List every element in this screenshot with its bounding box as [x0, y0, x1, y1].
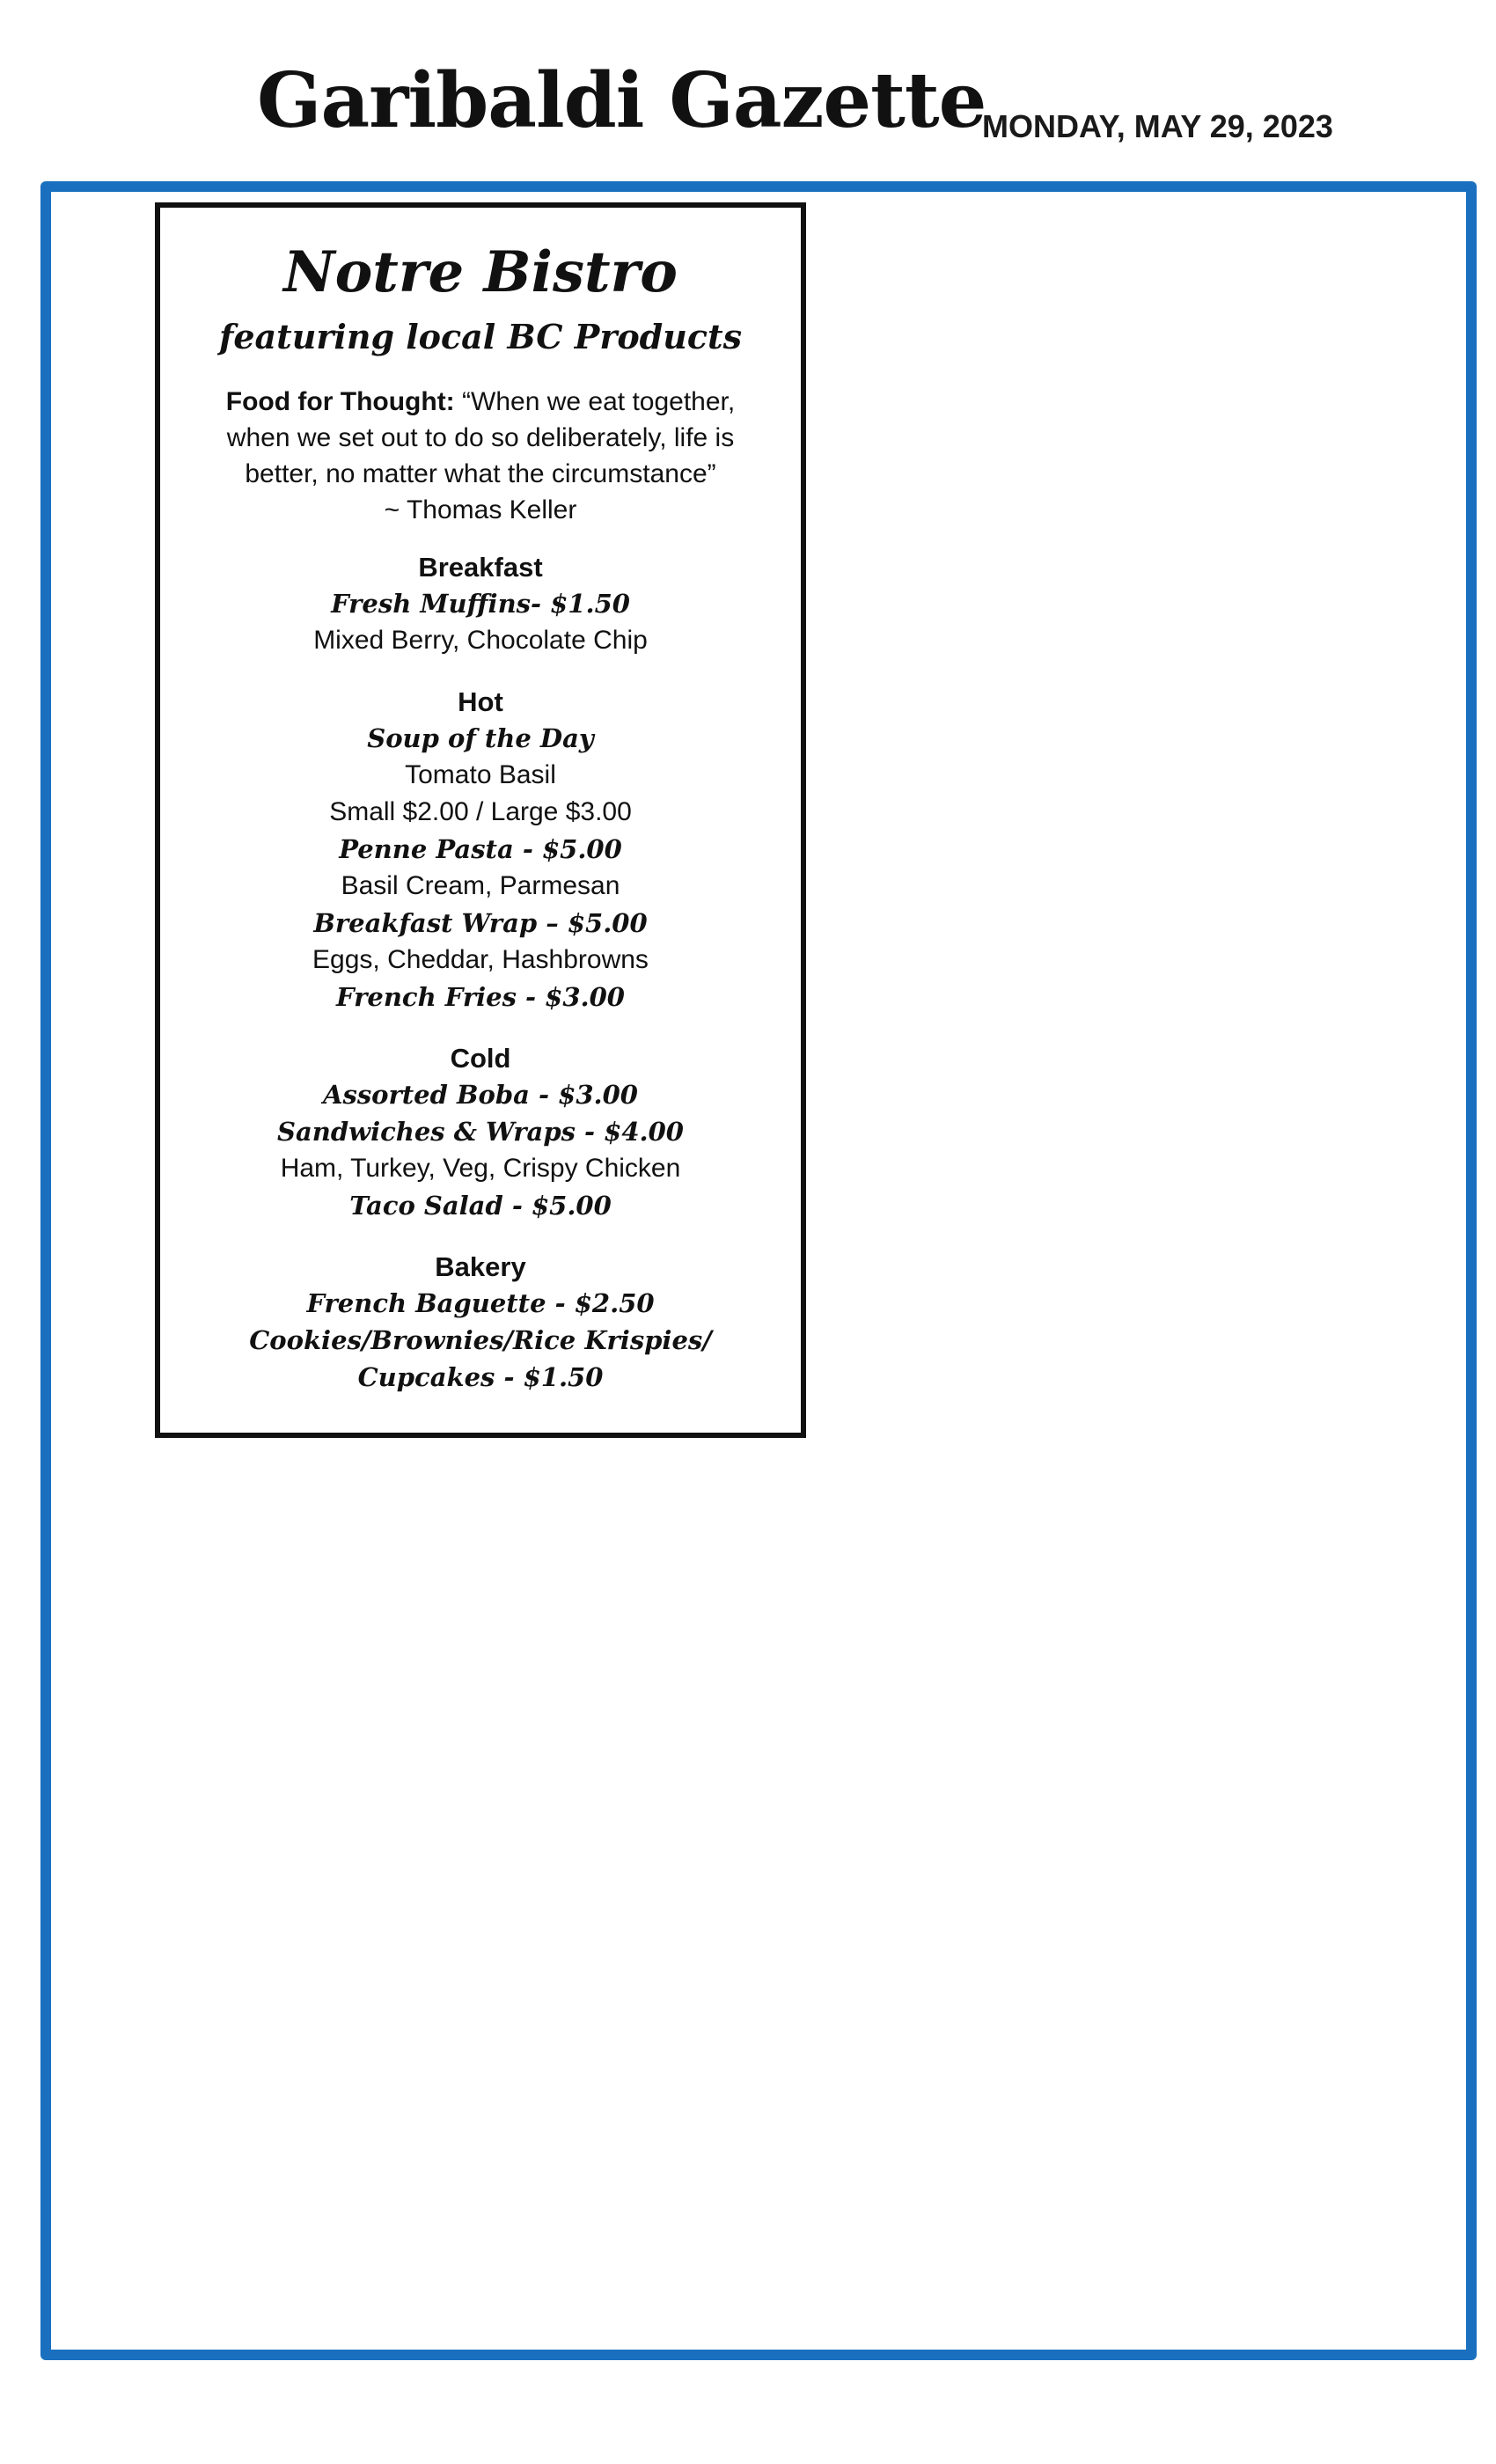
- quote-line-2: when we set out to do so deliberately, life is: [226, 423, 735, 452]
- quote-attribution: ~ Thomas Keller: [384, 495, 577, 524]
- menu-section-hot: [160, 684, 801, 1016]
- menu-content: [160, 239, 801, 1420]
- section-heading: Hot: [458, 686, 503, 717]
- menu-item-price-sizes: Small $2.00 / Large $3.00: [329, 797, 632, 826]
- menu-box: [155, 202, 806, 1438]
- menu-item-name: Assorted Boba - $3.00: [323, 1080, 638, 1110]
- menu-section-bakery: [160, 1249, 801, 1396]
- menu-item-name: Soup of the Day: [367, 723, 594, 753]
- section-heading: Cold: [450, 1043, 511, 1074]
- quote-line-1: [180, 384, 781, 420]
- quote-lead: Food for Thought:: [225, 387, 455, 416]
- newspaper-title: Garibaldi Gazette: [257, 56, 986, 145]
- menu-item-name: French Fries - $3.00: [336, 982, 625, 1012]
- section-heading: Bakery: [435, 1251, 526, 1282]
- menu-item-description: Eggs, Cheddar, Hashbrowns: [312, 945, 649, 974]
- menu-subtitle: featuring local BC Products: [219, 317, 742, 356]
- menu-section-breakfast: [160, 549, 801, 659]
- menu-item-name: Breakfast Wrap – $5.00: [313, 908, 648, 938]
- food-for-thought-quote: [160, 384, 801, 528]
- menu-item-name-continued: Cupcakes - $1.50: [357, 1362, 604, 1392]
- menu-item-name: Fresh Muffins- $1.50: [331, 589, 630, 619]
- menu-item-description: Basil Cream, Parmesan: [341, 871, 620, 900]
- issue-date: MONDAY, MAY 29, 2023: [982, 108, 1333, 144]
- section-heading: Breakfast: [418, 552, 543, 583]
- menu-item-description: Ham, Turkey, Veg, Crispy Chicken: [280, 1154, 681, 1183]
- menu-title: Notre Bistro: [283, 239, 678, 305]
- quote-text-1: “When we eat together,: [454, 387, 736, 416]
- menu-item-name: Taco Salad - $5.00: [349, 1191, 612, 1221]
- menu-item-name: Cookies/Brownies/Rice Krispies/: [249, 1325, 712, 1355]
- menu-item-description: Tomato Basil: [405, 760, 556, 789]
- quote-line-3: better, no matter what the circumstance”: [245, 459, 716, 488]
- menu-item-name: Penne Pasta - $5.00: [339, 834, 622, 864]
- menu-item-description: Mixed Berry, Chocolate Chip: [313, 626, 648, 655]
- menu-item-name: Sandwiches & Wraps - $4.00: [277, 1117, 684, 1147]
- menu-item-name: French Baguette - $2.50: [306, 1288, 655, 1318]
- menu-section-cold: [160, 1040, 801, 1224]
